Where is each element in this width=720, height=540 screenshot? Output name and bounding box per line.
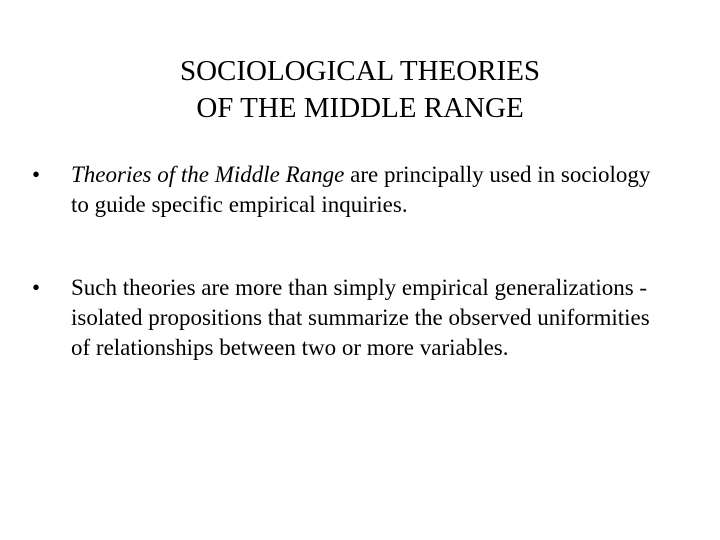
title-line-2: OF THE MIDDLE RANGE	[196, 92, 524, 124]
slide-title	[0, 53, 720, 127]
bullet-2-text: Such theories are more than simply empirical generalizations - isolated propositions that summarize the observed uniformities of relationships between two or more variables.	[71, 275, 650, 360]
bullet-item-1	[32, 160, 672, 220]
bullet-item-2	[32, 273, 672, 363]
bullet-mark: •	[32, 162, 41, 187]
bullet-mark: •	[32, 275, 41, 300]
bullet-1-italic-text: Theories of the Middle Range	[71, 162, 345, 187]
bullet-1-text: are principally used in sociology to guide specific empirical inquiries.	[71, 162, 651, 217]
title-line-1: SOCIOLOGICAL THEORIES	[179, 55, 541, 87]
bullet-list	[32, 160, 672, 416]
